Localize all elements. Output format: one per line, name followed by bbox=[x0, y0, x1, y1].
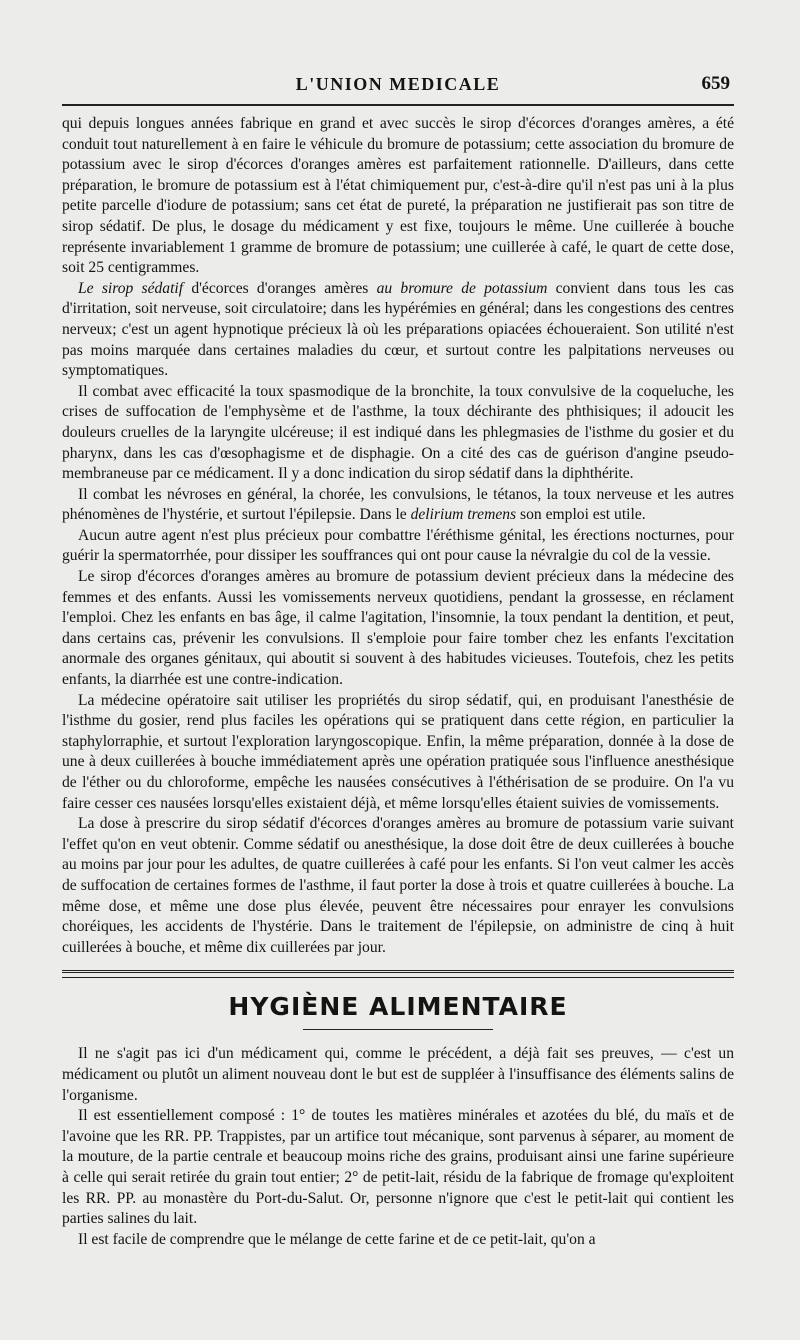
title-underline bbox=[303, 1029, 493, 1030]
paragraph: Il combat avec efficacité la toux spasmodique de la bronchite, la toux convulsive de la coqueluche, les crises de suffocation de l'emphysème et de l'asthme, la toux déchirante des phthisiques; il adoucit les douleurs cruelles de la laryngite ulcéreuse; il est indiqué dans les phlegmasies de l'isthme du gosier et du pharynx, dans les cas d'œsophagisme et de disphagie. On a cité des cas de guérison d'angine pseudo-membraneuse par ce médicament. Il y a donc indication du sirop sédatif dans la diphthérite. bbox=[62, 382, 734, 483]
page-header bbox=[62, 0, 734, 100]
article-body bbox=[62, 100, 734, 958]
paragraph bbox=[62, 485, 734, 526]
italic-phrase: Le sirop sédatif bbox=[78, 279, 184, 297]
header-rule bbox=[62, 104, 734, 106]
paragraph: Aucun autre agent n'est plus précieux pour combattre l'éréthisme génital, les érections nocturnes, pour guérir la spermatorrhée, pour dissiper les souffrances qui ont pour cause la névralgie du col de la vessie. bbox=[62, 526, 734, 565]
paragraph: Il ne s'agit pas ici d'un médicament qui, comme le précédent, a déjà fait ses preuves, — c'est un médicament ou plutôt un aliment nouveau dont le but est de suppléer à l'insuffisance des éléments salins de l'organisme. bbox=[62, 1045, 734, 1104]
paragraph: La médecine opératoire sait utiliser les propriétés du sirop sédatif, qui, en produisant l'anesthésie de l'isthme du gosier, rend plus faciles les opérations qui se pratiquent dans cette région, en particulier la staphylorraphie, et surtout l'exploration laryngoscopique. Enfin, la même préparation, donnée à la dose de une à deux cuillerées à bouche immédiatement après une opération pratiquée sous l'influence anesthésique de l'éther ou du chloroforme, empêche les nausées consécutives à l'éthérisation de se produire. On l'a vu faire cesser ces nausées lorsqu'elles existaient déjà, et même lorsqu'elles étaient suivies de vomissements. bbox=[62, 691, 734, 812]
running-title: L'UNION MEDICALE bbox=[295, 74, 501, 94]
section-title: HYGIÈNE ALIMENTAIRE bbox=[228, 992, 568, 1022]
paragraph: La dose à prescrire du sirop sédatif d'écorces d'oranges amères au bromure de potassium varie suivant l'effet qu'on en veut obtenir. Comme sédatif ou anesthésique, la dose doit être de deux cuillerées à bouche au moins par jour pour les adultes, de quatre cuillerées à café pour les enfants. Si l'on veut calmer les accès de suffocation de certaines formes de l'asthme, il faut porter la dose à trois et quatre cuillerées à bouche. La même dose, et même une dose plus élevée, peuvent être nécessaires pour enrayer les convulsions choréiques, les accidents de l'hystérie. Dans le traitement de l'épilepsie, on administre de cinq à huit cuillerées à bouche, et même dix cuillerées par jour. bbox=[62, 815, 734, 956]
italic-phrase: au bromure de potassium bbox=[376, 279, 548, 297]
paragraph bbox=[62, 279, 734, 382]
paragraph: Il est facile de comprendre que le mélange de cette farine et de ce petit-lait, qu'on a bbox=[78, 1230, 596, 1248]
section-body bbox=[62, 1044, 734, 1250]
paragraph-text: d'écorces d'oranges amères bbox=[183, 279, 377, 297]
paragraph: Le sirop d'écorces d'oranges amères au bromure de potassium devient précieux dans la médecine des femmes et des enfants. Aussi les vomissements nerveux quotidiens, pendant la grossesse, en réclament l'emploi. Chez les enfants en bas âge, il calme l'agitation, l'insomnie, la toux pendant la dentition, et peut, dans certains cas, prévenir les convulsions. Il s'emploie pour faire tomber chez les enfants l'excitation anormale des organes génitaux, qui aboutit si souvent à des habitudes vicieuses. Toutefois, chez les petits enfants, la diarrhée est une contre-indication. bbox=[62, 568, 734, 689]
paragraph-text: convient dans tous les cas d'irritation, soit nerveuse, soit circulatoire; dans les hypérémies en général; dans les congestions des centres nerveux; c'est un agent hypnotique précieux là où les préparations opiacées échoueraient. Son utilité n'est pas moins marquée dans certaines maladies du cœur, et surtout contre les palpitations nerveuses ou symptomatiques. bbox=[62, 279, 735, 380]
paragraph: qui depuis longues années fabrique en grand et avec succès le sirop d'écorces d'oranges amères, a été conduit tout naturellement à en faire le véhicule du bromure de potassium; cette association du bromure de potassium avec le sirop d'écorces d'oranges amères est parfaitement rationnelle. D'ailleurs, dans cette préparation, le bromure de potassium est à l'état chimiquement pur, c'est-à-dire qu'il n'est pas uni à la plus petite parcelle d'iodure de potassium; sans cet état de pureté, la préparation ne justifierait pas son titre de sirop sédatif. De plus, le dosage du médicament y est fixe, toujours le même. Une cuillerée à bouche représente invariablement 1 gramme de bromure de potassium; une cuillerée à café, le quart de cette dose, soit 25 centigrammes. bbox=[62, 115, 734, 277]
paragraph-text: son emploi est utile. bbox=[516, 506, 646, 524]
paragraph: Il est essentiellement composé : 1° de toutes les matières minérales et azotées du blé, du maïs et de l'avoine que les RR. PP. Trappistes, par un artifice tout mécanique, sont parvenus à séparer, au moment de la mouture, de la partie centrale et beaucoup moins riche des grains, produisant ainsi une farine supérieure à celle qui serait retirée du grain tout entier; 2° de petit-lait, résidu de la fabrique de fromage qu'exploitent les RR. PP. au monastère du Port-du-Salut. Or, personne n'ignore que c'est le petit-lait qui contient les parties salines du lait. bbox=[62, 1107, 734, 1228]
section-divider bbox=[62, 970, 734, 978]
paragraph-text: Il combat les névroses en général, la chorée, les convulsions, le tétanos, la toux nerveuse et les autres phénomènes de l'hystérie, et surtout l'épilepsie. Dans le bbox=[62, 485, 734, 524]
page-number: 659 bbox=[701, 73, 730, 94]
italic-phrase: delirium tremens bbox=[410, 506, 517, 524]
